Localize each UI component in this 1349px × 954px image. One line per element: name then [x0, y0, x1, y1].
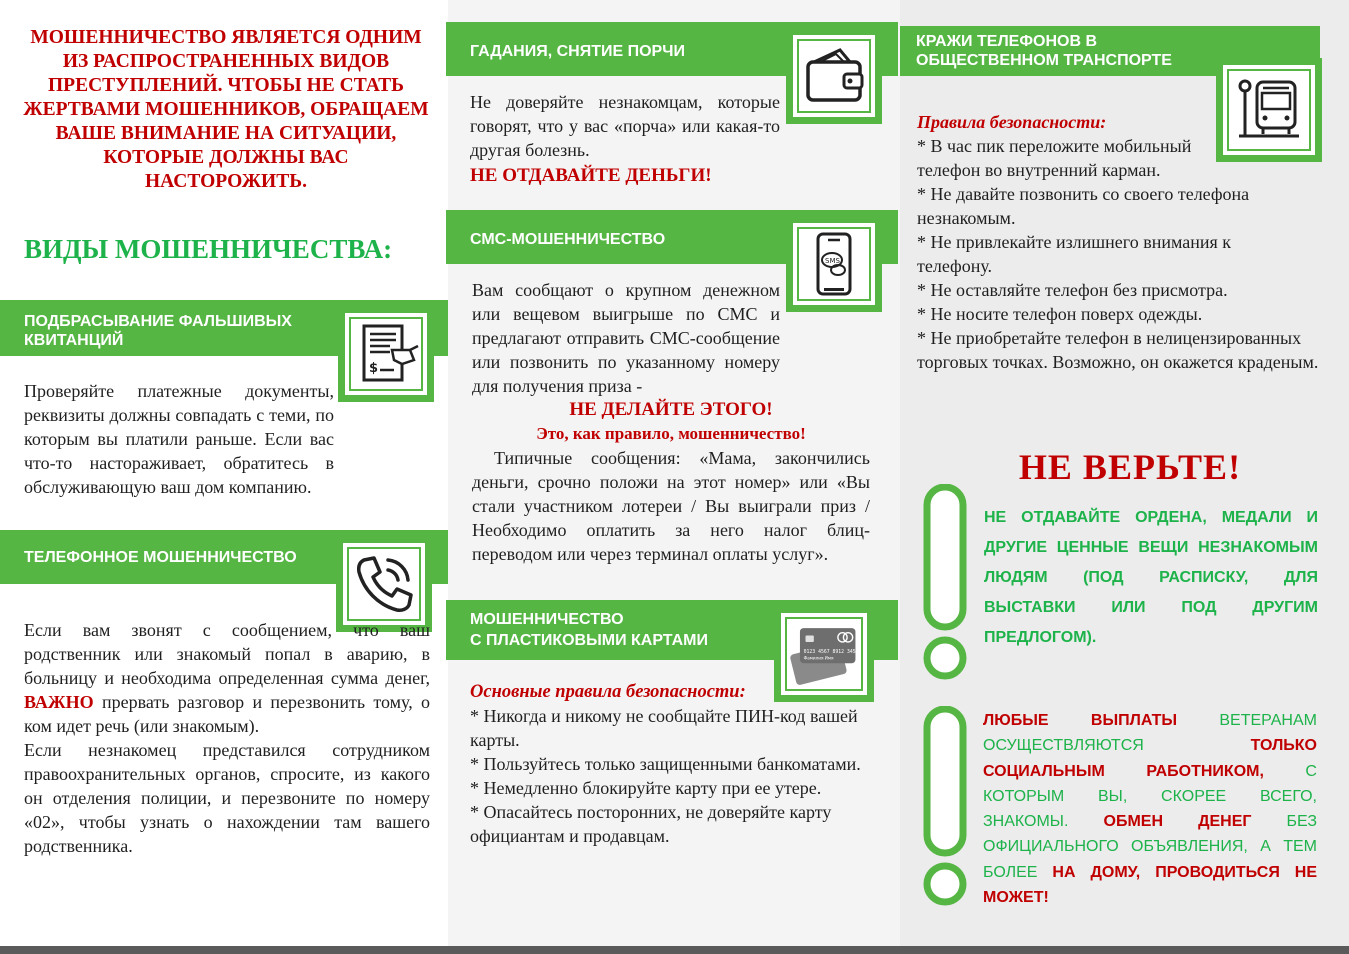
section-title-receipts: ПОДБРАСЫВАНИЕ ФАЛЬШИВЫХ КВИТАНЦИЙ	[24, 313, 292, 349]
section-title-transport: КРАЖИ ТЕЛЕФОНОВ В ОБЩЕСТВЕННОМ ТРАНСПОРТЕ	[916, 33, 1172, 69]
dont-believe-title: НЕ ВЕРЬТЕ!	[1018, 447, 1242, 487]
cards-rule-4: * Опасайтесь посторонних, не доверяйте карту официантам и продавцам.	[470, 802, 832, 846]
fortune-paragraph: Не доверяйте незнакомцам, которые говорят, что у вас «порча» или какая-то другая болезнь.	[470, 92, 780, 160]
dont-believe-block-2	[983, 708, 1317, 910]
transport-text	[917, 110, 1321, 374]
fortune-warning: НЕ ОТДАВАЙТЕ ДЕНЬГИ!	[470, 165, 712, 186]
section-title-cards-1: МОШЕННИЧЕСТВО	[470, 611, 624, 628]
intro-warning: МОШЕННИЧЕСТВО ЯВЛЯЕТСЯ ОДНИМ ИЗ РАСПРОСТРАНЕННЫХ ВИДОВ ПРЕСТУПЛЕНИЙ. ЧТОБЫ НЕ СТАТЬ ЖЕРТВАМИ МОШЕННИКОВ, ОБРАЩАЕМ ВАШЕ ВНИМАНИЕ НА СИТУАЦИИ, КОТОРЫЕ ДОЛЖНЫ ВАС НАСТОРОЖИТЬ.	[23, 27, 429, 192]
svg-text:SMS: SMS	[825, 257, 840, 265]
cards-text	[470, 680, 874, 848]
sms-examples: Типичные сообщения: «Мама, закончились деньги, срочно положи на этот номер» или «Вы стали участником лотереи / Вы выиграли приз / Необходимо оплатить за него налог блиц-переводом или через терминал оплаты услуг».	[472, 448, 870, 564]
veterans-text: ВЕТЕРАНАМ ОСУЩЕСТВЛЯЮТСЯ	[983, 712, 1317, 755]
fortune-text	[470, 90, 874, 188]
section-title-sms: СМС-МОШЕННИЧЕСТВО	[470, 231, 666, 248]
transport-rules-title: Правила безопасности:	[917, 112, 1107, 132]
section-title-fortune: ГАДАНИЯ, СНЯТИЕ ПОРЧИ	[470, 43, 685, 60]
receipts-paragraph: Проверяйте платежные документы, реквизиты должны совпадать с теми, по которым вы платили раньше. Если вас что-то настораживает, обратитесь в обслуживающую ваш дом компанию.	[24, 381, 334, 497]
phone-fraud-text-after: прервать разговор и перезвонить тому, о ком идет речь (или знакомым).	[24, 692, 430, 736]
money-exchange-text: ОБМЕН ДЕНЕГ	[1103, 813, 1252, 831]
transport-rule-3: * Не привлекайте излишнего внимания к телефону.	[917, 232, 1232, 276]
invoice-icon	[352, 320, 420, 388]
phone-fraud-important: ВАЖНО	[24, 692, 94, 712]
acquainted-text: С КОТОРЫМ ВЫ, СКОРЕЕ ВСЕГО, ЗНАКОМЫ.	[983, 762, 1317, 831]
exclamation-mark-icon	[922, 484, 968, 684]
at-home-text: НА ДОМУ, ПРОВОДИТЬСЯ НЕ МОЖЕТ!	[983, 863, 1318, 907]
transport-rule-2: * Не давайте позвонить со своего телефона незнакомым.	[917, 184, 1250, 228]
phone-fraud-text-before: Если вам звонят с сообщением, что ваш родственник или знакомый попал в аварию, в больницу и необходима определенная сумма денег,	[24, 620, 430, 688]
section-title-cards-2: С ПЛАСТИКОВЫМИ КАРТАМИ	[470, 632, 708, 649]
sms-paragraph	[472, 278, 870, 398]
transport-rule-5: * Не носите телефон поверх одежды.	[917, 304, 1203, 324]
bank-card-icon	[787, 620, 861, 688]
section-title-phone-fraud: ТЕЛЕФОННОЕ МОШЕННИЧЕСТВО	[24, 549, 297, 566]
social-worker-text: ТОЛЬКО СОЦИАЛЬНЫМ РАБОТНИКОМ,	[983, 737, 1317, 780]
cards-rule-3: * Немедленно блокируйте карту при ее утере.	[470, 778, 822, 798]
sms-warning: НЕ ДЕЛАЙТЕ ЭТОГО!	[569, 399, 773, 420]
transport-rule-1: * В час пик переложите мобильный телефон во внутренний карман.	[917, 136, 1192, 180]
sms-paragraph-text: Вам сообщают о крупном денежном или вещевом выигрыше по СМС и предлагают отправить СМС-сообщение или позвонить по указанному номеру для получения приза -	[472, 280, 780, 396]
bottom-strip	[0, 946, 1349, 954]
cards-rule-1: * Никогда и никому не сообщайте ПИН-код вашей карты.	[470, 706, 858, 750]
phone-fraud-police-text: Если незнакомец представился сотрудником правоохранительных органов, спросите, из какого он отделения полиции, и перезвоните по номеру «02», чтобы узнать о нахождении там вашего родственника.	[24, 740, 430, 856]
transport-rule-4: * Не оставляйте телефон без присмотра.	[917, 280, 1228, 300]
sms-text	[472, 278, 870, 566]
card-holder: Фамилия Имя	[803, 655, 834, 661]
card-number: 0123 4567 8912 3456	[803, 650, 859, 656]
phone-fraud-text	[24, 618, 430, 858]
sms-warning-note: Это, как правило, мошенничество!	[536, 424, 806, 443]
payments-text: ЛЮБЫЕ ВЫПЛАТЫ	[983, 712, 1178, 729]
exclamation-mark-icon-2	[922, 706, 968, 910]
dont-believe-block-1: НЕ ОТДАВАЙТЕ ОРДЕНА, МЕДАЛИ И ДРУГИЕ ЦЕННЫЕ ВЕЩИ НЕЗНАКОМЫМ ЛЮДЯМ (ПОД РАСПИСКУ, ДЛЯ ВЫСТАВКИ ИЛИ ПОД ДРУГИМ ПРЕДЛОГОМ).	[984, 509, 1318, 646]
cards-rule-2: * Пользуйтесь только защищенными банкоматами.	[470, 754, 861, 774]
fraud-types-heading: ВИДЫ МОШЕННИЧЕСТВА:	[24, 234, 393, 264]
receipts-text	[24, 379, 430, 499]
transport-rule-6: * Не приобретайте телефон в нелицензированных торговых точках. Возможно, он окажется краденым.	[917, 328, 1319, 372]
svg-text:$: $	[369, 361, 379, 376]
phone-icon	[350, 550, 418, 618]
cards-rules-title: Основные правила безопасности:	[470, 682, 746, 702]
no-announcement-text: БЕЗ ОФИЦИАЛЬНОГО ОБЪЯВЛЕНИЯ, А ТЕМ БОЛЕЕ	[983, 813, 1317, 881]
